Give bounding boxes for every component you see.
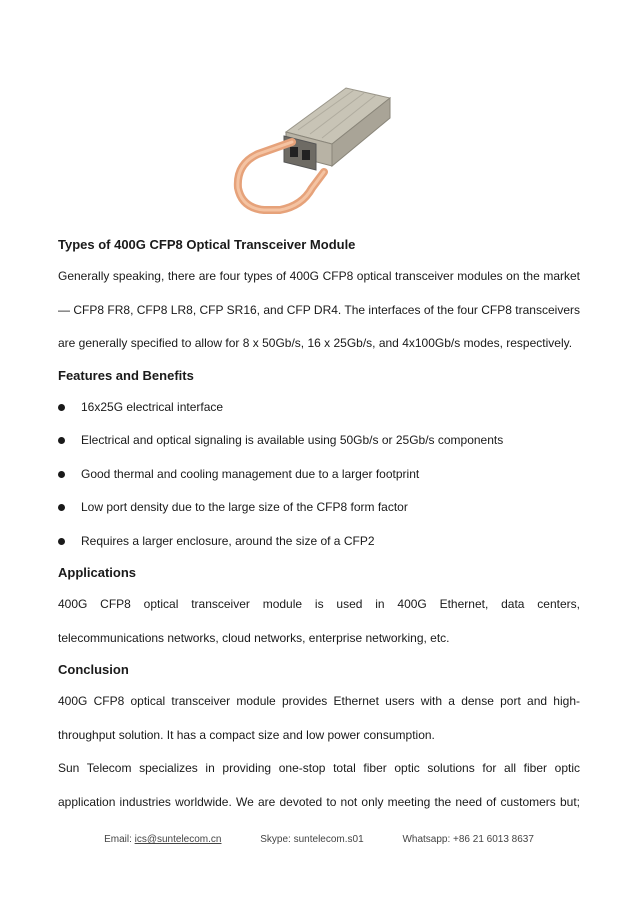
article-body (58, 230, 580, 819)
list-item: 16x25G electrical interface (58, 391, 580, 425)
features-list (58, 391, 580, 559)
list-item: Low port density due to the large size of the CFP8 form factor (58, 491, 580, 525)
footer-whatsapp: Whatsapp: +86 21 6013 8637 (402, 834, 534, 845)
list-item: Electrical and optical signaling is available using 50Gb/s or 25Gb/s components (58, 424, 580, 458)
page-footer (0, 834, 638, 845)
conclusion-paragraph-2: Sun Telecom specializes in providing one-stop total fiber optic solutions for all fiber optic application industries worldwide. We are devoted to not only meeting the need of customers but; (58, 761, 580, 809)
section-title-applications: Applications (58, 565, 137, 580)
footer-skype: Skype: suntelecom.s01 (260, 834, 364, 845)
email-link[interactable]: ics@suntelecom.cn (134, 834, 222, 845)
conclusion-paragraph-1: 400G CFP8 optical transceiver module provides Ethernet users with a dense port and high-throughput solution. It has a compact size and low power consumption. (58, 694, 580, 742)
applications-paragraph: 400G CFP8 optical transceiver module is used in 400G Ethernet, data centers, telecommunications networks, cloud networks, enterprise networking, etc. (58, 597, 580, 645)
list-item: Requires a larger enclosure, around the size of a CFP2 (58, 525, 580, 559)
list-item: Good thermal and cooling management due to a larger footprint (58, 458, 580, 492)
footer-email: Email: ics@suntelecom.cn (104, 834, 222, 845)
section-title-features: Features and Benefits (58, 367, 194, 383)
section-title-types: Types of 400G CFP8 Optical Transceiver Module (58, 237, 356, 252)
types-paragraph: Generally speaking, there are four types of 400G CFP8 optical transceiver modules on the market — CFP8 FR8, CFP8 LR8, CFP SR16, and CFP DR4. The interfaces of the four CFP8 transceivers are generally specified to allow for 8 x 50Gb/s, 16 x 25Gb/s, and 4x100Gb/s modes, respectively. (58, 269, 580, 350)
section-title-conclusion: Conclusion (58, 662, 129, 677)
cfp8-transceiver-image (228, 84, 394, 220)
